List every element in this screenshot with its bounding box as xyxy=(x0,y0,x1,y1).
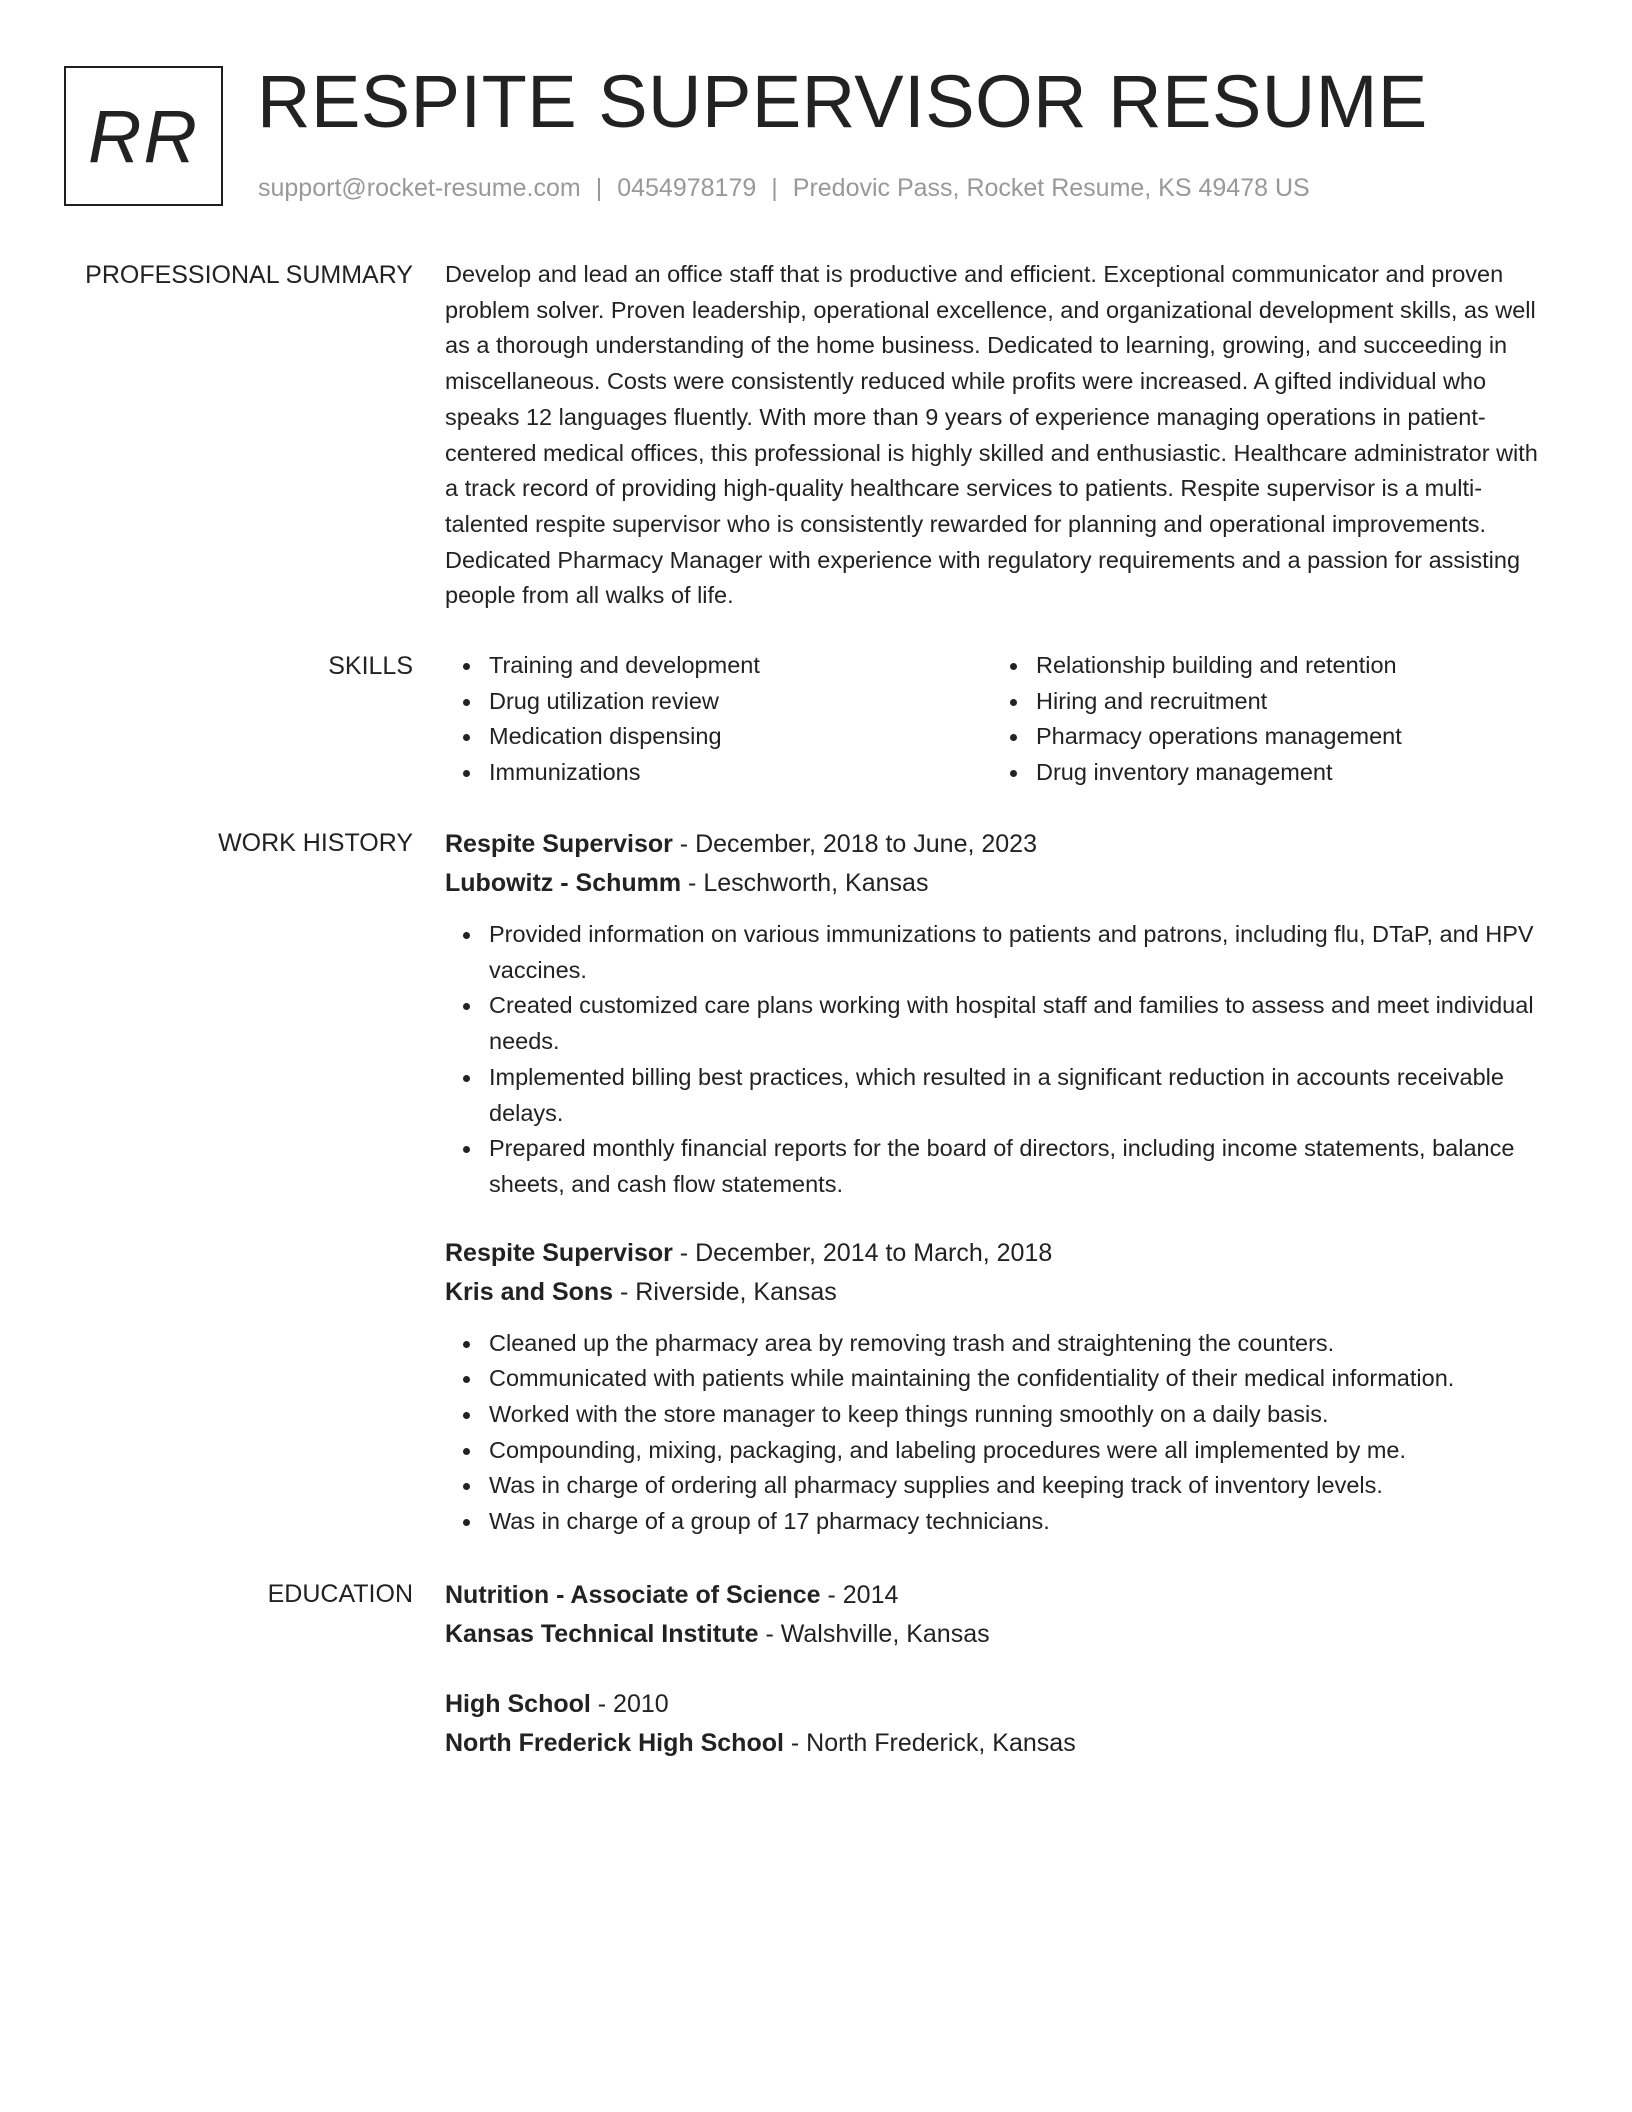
job-title: Respite Supervisor xyxy=(445,830,673,858)
job-bullet: Communicated with patients while maintaining the confidentiality of their medical information. xyxy=(445,1361,1555,1397)
section-label-education: EDUCATION xyxy=(267,1580,413,1608)
job-bullet: Worked with the store manager to keep things running smoothly on a daily basis. xyxy=(445,1397,1555,1433)
education-location: - North Frederick, Kansas xyxy=(783,1729,1076,1757)
skills-column-right xyxy=(992,648,1539,791)
job-company: Lubowitz - Schumm xyxy=(445,869,682,897)
skill-item: Medication dispensing xyxy=(445,719,992,755)
contact-phone: 0454978179 xyxy=(617,174,757,202)
skill-item: Drug utilization review xyxy=(445,684,992,720)
work-history-body xyxy=(445,825,1555,1540)
job-title-line xyxy=(445,825,1555,864)
education-degree-line xyxy=(445,1576,1555,1615)
education-year: - 2014 xyxy=(820,1581,899,1609)
skill-item: Training and development xyxy=(445,648,992,684)
summary-text: Develop and lead an office staff that is productive and efficient. Exceptional communicator and proven problem solver. Proven leadership, operational excellence, and organizational development skills, as well as a thorough understanding of the home business. Dedicated to learning, growing, and succeeding in miscellaneous. Costs were consistently reduced while profits were increased. A gifted individual who speaks 12 languages fluently. With more than 9 years of experience managing operations in patient-centered medical offices, this professional is highly skilled and enthusiastic. Healthcare administrator with a track record of providing high-quality healthcare services to patients. Respite supervisor is a multi-talented respite supervisor who is consistently rewarded for planning and operational improvements. Dedicated Pharmacy Manager with experience with regulatory requirements and a passion for assisting people from all walks of life. xyxy=(445,261,1538,609)
job-entry xyxy=(445,825,1555,1203)
contact-separator: | xyxy=(771,174,778,202)
contact-address: Predovic Pass, Rocket Resume, KS 49478 US xyxy=(792,174,1310,202)
education-location: - Walshville, Kansas xyxy=(758,1620,990,1648)
skills-column-left xyxy=(445,648,992,791)
skill-item: Relationship building and retention xyxy=(992,648,1539,684)
job-location: - Leschworth, Kansas xyxy=(681,869,929,897)
skill-item: Drug inventory management xyxy=(992,755,1539,791)
job-dates: - December, 2018 to June, 2023 xyxy=(672,830,1037,858)
job-bullet: Created customized care plans working with hospital staff and families to assess and meet individual needs. xyxy=(445,988,1555,1059)
contact-separator: | xyxy=(595,174,603,202)
job-dates: - December, 2014 to March, 2018 xyxy=(672,1238,1053,1267)
education-school-line xyxy=(445,1615,1555,1654)
education-body xyxy=(445,1576,1555,1763)
job-location: - Riverside, Kansas xyxy=(613,1277,837,1306)
job-bullet: Was in charge of a group of 17 pharmacy technicians. xyxy=(445,1504,1555,1540)
contact-email: support@rocket-resume.com xyxy=(258,174,581,202)
education-degree: High School xyxy=(445,1690,591,1718)
education-school: Kansas Technical Institute xyxy=(445,1620,759,1648)
skill-item: Hiring and recruitment xyxy=(992,684,1539,720)
education-entry xyxy=(445,1576,1555,1654)
job-bullets xyxy=(445,917,1555,1203)
education-entry xyxy=(445,1685,1555,1763)
education-school-line xyxy=(445,1724,1555,1763)
job-bullet: Was in charge of ordering all pharmacy supplies and keeping track of inventory levels. xyxy=(445,1468,1555,1504)
skills-grid xyxy=(445,648,1555,791)
job-title: Respite Supervisor xyxy=(445,1238,673,1267)
section-label-work-history: WORK HISTORY xyxy=(218,829,413,857)
job-bullet: Implemented billing best practices, which resulted in a significant reduction in accounts receivable delays. xyxy=(445,1060,1555,1131)
job-bullets xyxy=(445,1326,1555,1540)
job-bullet: Prepared monthly financial reports for the board of directors, including income statements, balance sheets, and cash flow statements. xyxy=(445,1131,1555,1202)
section-label-skills: SKILLS xyxy=(328,652,413,680)
education-school: North Frederick High School xyxy=(445,1729,784,1757)
resume-title: RESPITE SUPERVISOR RESUME xyxy=(257,60,1428,143)
job-title-line xyxy=(445,1234,1555,1273)
job-company: Kris and Sons xyxy=(445,1277,614,1306)
contact-line xyxy=(258,174,1310,203)
job-company-line xyxy=(445,1273,1555,1312)
job-bullet: Cleaned up the pharmacy area by removing trash and straightening the counters. xyxy=(445,1326,1555,1362)
education-year: - 2010 xyxy=(590,1690,669,1718)
job-entry xyxy=(445,1234,1555,1540)
education-degree-line xyxy=(445,1685,1555,1724)
job-bullet: Compounding, mixing, packaging, and labeling procedures were all implemented by me. xyxy=(445,1433,1555,1469)
job-bullet: Provided information on various immunizations to patients and patrons, including flu, DTaP, and HPV vaccines. xyxy=(445,917,1555,988)
education-degree: Nutrition - Associate of Science xyxy=(445,1581,821,1609)
skill-item: Immunizations xyxy=(445,755,992,791)
skill-item: Pharmacy operations management xyxy=(992,719,1539,755)
monogram-logo: RR xyxy=(64,66,223,206)
job-company-line xyxy=(445,864,1555,903)
section-label-summary: PROFESSIONAL SUMMARY xyxy=(85,261,413,289)
